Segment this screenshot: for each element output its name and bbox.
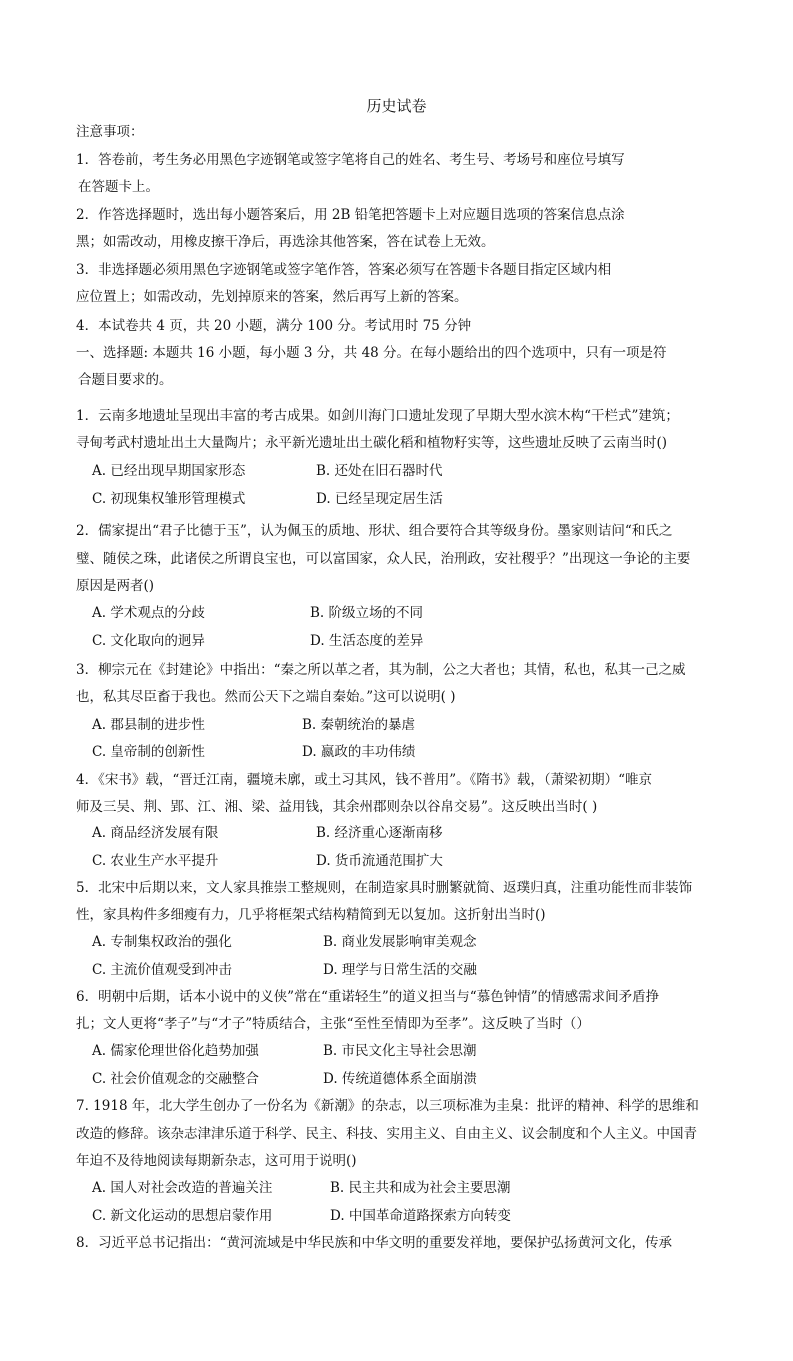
question-5-option-c: C. 主流价值观受到冲击 xyxy=(92,962,232,978)
question-1-option-a: A. 已经出现早期国家形态 xyxy=(92,463,246,479)
question-3-option-c: C. 皇帝制的创新性 xyxy=(92,744,205,760)
question-2-option-b: B. 阶级立场的不同 xyxy=(310,605,424,621)
question-2-line-1: 2．儒家提出“君子比德于玉”，认为佩玉的质地、形状、组合要符合其等级身份。墨家则诘问“和氏之 xyxy=(76,523,673,539)
question-7-option-b: B. 民主共和成为社会主要思潮 xyxy=(330,1180,511,1196)
question-2-option-d: D. 生活态度的差异 xyxy=(310,633,424,649)
page-title: 历史试卷 xyxy=(366,97,427,115)
question-7-line-2: 改造的修辞。该杂志津津乐道于科学、民主、科技、实用主义、自由主义、议会制度和个人主义。中国青 xyxy=(76,1126,697,1142)
question-5-option-b: B. 商业发展影响审美观念 xyxy=(323,934,477,950)
question-6-option-d: D. 传统道德体系全面崩溃 xyxy=(323,1071,477,1087)
question-5-line-1: 5．北宋中后期以来，文人家具推崇工整规则，在制造家具时删繁就简、返璞归真，注重功能性而非装饰 xyxy=(76,880,693,896)
note-2-line-1: 2．作答选择题时，选出每小题答案后，用 2B 铅笔把答题卡上对应题目选项的答案信息点涂 xyxy=(76,207,625,223)
question-4-option-a: A. 商品经济发展有限 xyxy=(92,825,219,841)
question-7-option-a: A. 国人对社会改造的普遍关注 xyxy=(92,1180,273,1196)
question-3-line-2: 也，私其尽臣畜于我也。然而公天下之端自秦始。”这可以说明( ) xyxy=(76,689,456,705)
question-2-line-3: 原因是两者() xyxy=(76,578,155,594)
question-1-option-d: D. 已经呈现定居生活 xyxy=(316,491,443,507)
question-7-line-1: 7. 1918 年，北大学生创办了一份名为《新潮》的杂志，以三项标准为圭臬：批评的精神、科学的思维和 xyxy=(76,1098,699,1114)
question-5-line-2: 性，家具构件多细瘦有力，几乎将框架式结构精简到无以复加。这折射出当时() xyxy=(76,907,546,923)
question-1-line-1: 1．云南多地遗址呈现出丰富的考古成果。如剑川海门口遗址发现了早期大型水滨木构“干栏式”建筑； xyxy=(76,408,679,424)
note-3-line-1: 3．非选择题必须用黑色字迹钢笔或签字笔作答，答案必须写在答题卡各题目指定区域内相 xyxy=(76,262,612,278)
question-1-option-c: C. 初现集权雏形管理模式 xyxy=(92,491,246,507)
question-4-line-1: 4．《宋书》载，“晋迁江南，疆境未廓，或土习其风，钱不普用”。《隋书》载，（萧梁初期）“唯京 xyxy=(76,772,653,788)
question-1-option-b: B. 还处在旧石器时代 xyxy=(316,463,443,479)
question-1-line-2: 寻甸考武村遗址出土大量陶片；永平新光遗址出土碳化稻和植物籽实等，这些遗址反映了云南当时() xyxy=(76,435,668,451)
question-6-option-a: A. 儒家伦理世俗化趋势加强 xyxy=(92,1043,259,1059)
question-4-option-b: B. 经济重心逐渐南移 xyxy=(316,825,443,841)
question-3-option-d: D. 嬴政的丰功伟绩 xyxy=(302,744,416,760)
question-3-option-a: A. 郡县制的进步性 xyxy=(92,717,205,733)
note-4: 4．本试卷共 4 页，共 20 小题，满分 100 分。考试用时 75 分钟 xyxy=(76,318,472,334)
question-3-option-b: B. 秦朝统治的暴虐 xyxy=(302,717,416,733)
question-5-option-d: D. 理学与日常生活的交融 xyxy=(323,962,477,978)
question-6-option-c: C. 社会价值观念的交融整合 xyxy=(92,1071,259,1087)
question-2-option-a: A. 学术观点的分歧 xyxy=(92,605,205,621)
question-4-option-d: D. 货币流通范围扩大 xyxy=(316,853,443,869)
question-5-option-a: A. 专制集权政治的强化 xyxy=(92,934,232,950)
note-1-line-2: 在答题卡上。 xyxy=(78,179,159,195)
notes-heading: 注意事项： xyxy=(76,124,144,140)
question-7-option-d: D. 中国革命道路探索方向转变 xyxy=(330,1208,511,1224)
question-2-line-2: 璧、随侯之珠，此诸侯之所谓良宝也，可以富国家，众人民，治刑政，安社稷乎？”出现这一争论的主要 xyxy=(76,551,691,567)
section-heading-line-1: 一、选择题: 本题共 16 小题，每小题 3 分，共 48 分。在每小题给出的四个选项中，只有一项是符 xyxy=(76,345,667,361)
question-6-option-b: B. 市民文化主导社会思潮 xyxy=(323,1043,477,1059)
question-8-line-1: 8．习近平总书记指出：“黄河流域是中华民族和中华文明的重要发祥地，要保护弘扬黄河文化，传承 xyxy=(76,1235,672,1251)
question-2-option-c: C. 文化取向的迥异 xyxy=(92,633,205,649)
question-4-line-2: 师及三吴、荆、郢、江、湘、梁、益用钱，其余州郡则杂以谷帛交易”。这反映出当时( ) xyxy=(76,799,598,815)
question-4-option-c: C. 农业生产水平提升 xyxy=(92,853,219,869)
note-1-line-1: 1．答卷前，考生务必用黑色字迹钢笔或签字笔将自己的姓名、考生号、考场号和座位号填写 xyxy=(76,152,625,168)
question-7-line-3: 年迫不及待地阅读每期新杂志，这可用于说明() xyxy=(76,1153,357,1169)
section-heading-line-2: 合题目要求的。 xyxy=(78,372,173,388)
question-6-line-1: 6．明朝中后期，话本小说中的义侠”常在“重诺轻生”的道义担当与“慕色钟情”的情感需求间矛盾挣 xyxy=(76,989,660,1005)
question-6-line-2: 扎；文人更将“孝子”与“才子”特质结合，主张“至性至情即为至孝”。这反映了当时（） xyxy=(76,1016,590,1032)
question-3-line-1: 3．柳宗元在《封建论》中指出：“秦之所以革之者，其为制，公之大者也；其情，私也，私其一己之威 xyxy=(76,662,686,678)
question-7-option-c: C. 新文化运动的思想启蒙作用 xyxy=(92,1208,273,1224)
note-3-line-2: 应位置上；如需改动，先划掉原来的答案，然后再写上新的答案。 xyxy=(76,289,468,305)
note-2-line-2: 黑；如需改动，用橡皮擦干净后，再选涂其他答案，答在试卷上无效。 xyxy=(76,234,495,250)
